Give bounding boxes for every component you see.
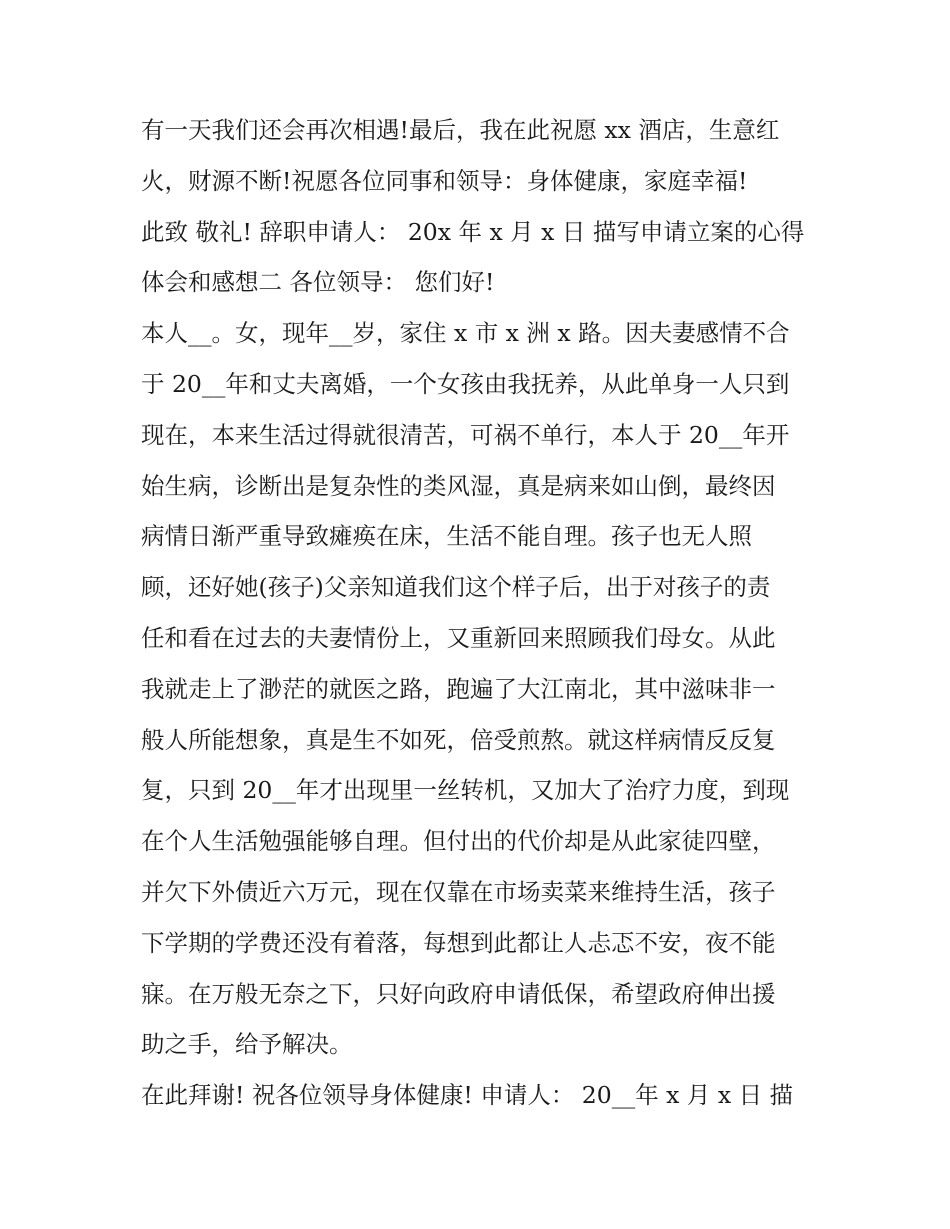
text-line: 本人__。女，现年__岁，家住 x 市 x 洲 x 路。因夫妻感情不合 [141, 319, 790, 348]
text-line: 火，财源不断!祝愿各位同事和领导：身体健康，家庭幸福! [141, 166, 748, 195]
text-line: 任和看在过去的夫妻情份上，又重新回来照顾我们母女。从此 [141, 623, 776, 652]
text-line: 有一天我们还会再次相遇!最后，我在此祝愿 xx 酒店，生意红 [141, 116, 780, 144]
text-line: 此致 敬礼! 辞职申请人： 20x 年 x 月 x 日 描写申请立案的心得 [141, 217, 805, 246]
text-line: 于 20__年和丈夫离婚，一个女孩由我抚养，从此单身一人只到 [141, 369, 790, 398]
text-line: 助之手，给予解决。 [141, 1030, 353, 1059]
text-line: 在此拜谢! 祝各位领导身体健康! 申请人： 20__年 x 月 x 日 描 [141, 1081, 794, 1110]
document-body [141, 105, 821, 1121]
text-line: 病情日渐严重导致瘫痪在床，生活不能自理。孩子也无人照 [141, 522, 752, 551]
text-line: 始生病，诊断出是复杂性的类风湿，真是病来如山倒，最终因 [141, 471, 776, 500]
text-line: 我就走上了渺茫的就医之路，跑遍了大江南北，其中滋味非一 [141, 674, 776, 703]
text-line: 复，只到 20__年才出现里一丝转机，又加大了治疗力度，到现 [141, 776, 790, 805]
text-line: 顾，还好她(孩子)父亲知道我们这个样子后，出于对孩子的责 [141, 573, 771, 602]
text-line: 并欠下外债近六万元，现在仅靠在市场卖菜来维持生活，孩子 [141, 877, 776, 906]
text-line: 体会和感想二 各位领导： 您们好! [141, 268, 495, 297]
text-line: 寐。在万般无奈之下，只好向政府申请低保，希望政府伸出援 [141, 979, 776, 1008]
text-line: 般人所能想象，真是生不如死，倍受煎熬。就这样病情反反复 [141, 725, 776, 754]
text-line: 下学期的学费还没有着落，每想到此都让人忐忑不安，夜不能 [141, 928, 776, 957]
text-line: 在个人生活勉强能够自理。但付出的代价却是从此家徒四壁， [141, 827, 776, 856]
text-line: 现在，本来生活过得就很清苦，可祸不单行，本人于 20__年开 [141, 420, 790, 449]
